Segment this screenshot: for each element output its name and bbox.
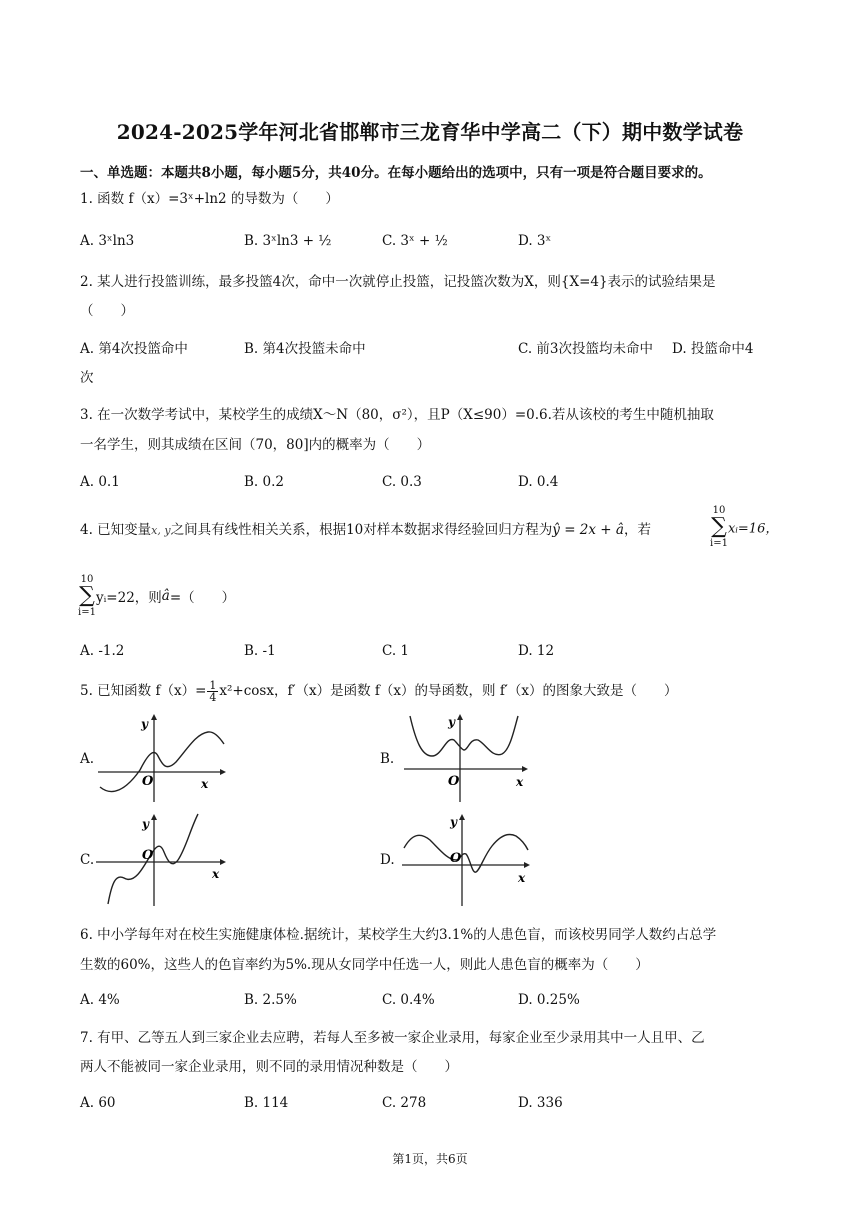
q4-sum-x-text: xᵢ=16， — [727, 521, 779, 537]
q5-graph-a-xlabel: x — [201, 777, 209, 791]
q4-sum-x — [710, 505, 778, 549]
question-3-stem-line2: 一名学生，则其成绩在区间（70，80]内的概率为（ ） — [80, 437, 431, 453]
question-2-stem-line2: （ ） — [80, 303, 134, 319]
q6-option-d: D. 0.25% — [518, 992, 580, 1008]
question-1-stem: 1. 函数 f（x）=3ˣ+ln2 的导数为（ ） — [80, 191, 339, 207]
q5-graph-c-ylabel: y — [142, 817, 149, 831]
q4-sum-sigma-x: 10 ∑ i=1 — [710, 505, 728, 549]
page-footer: 第1页，共6页 — [392, 1152, 468, 1166]
q5-graph-d-xlabel: x — [518, 871, 526, 885]
q5-graph-a — [96, 712, 226, 804]
q5-graph-d-origin: O — [450, 851, 462, 866]
q2-option-a: A. 第4次投篮命中 — [80, 341, 188, 357]
q4-sum-sigma-y: 10 ∑ i=1 — [78, 574, 96, 618]
q3-option-b: B. 0.2 — [244, 474, 284, 490]
q7-option-d: D. 336 — [518, 1095, 563, 1111]
q6-option-a: A. 4% — [80, 992, 120, 1008]
q5-graph-c — [94, 812, 226, 908]
q5-graph-b — [398, 712, 530, 804]
q5-graph-b-origin: O — [448, 774, 460, 789]
question-2-stem-line1: 2. 某人进行投篮训练，最多投篮4次，命中一次就停止投篮，记投篮次数为X，则{X=4}表示的试验结果是 — [80, 274, 716, 290]
q4-sum-lower-x: i=1 — [710, 538, 728, 549]
q4-text-3: ，若 — [623, 522, 651, 538]
q4-ahat: â — [161, 588, 170, 604]
q2-option-b: B. 第4次投篮未命中 — [244, 341, 366, 357]
q5-option-d: D. — [380, 852, 395, 868]
q5-graph-a-origin: O — [142, 774, 154, 789]
question-5-stem — [80, 680, 678, 703]
question-7-stem-line1: 7. 有甲、乙等五人到三家企业去应聘，若每人至多被一家企业录用，每家企业至少录用其中一人且甲、乙 — [80, 1030, 705, 1046]
question-6-stem-line2: 生数的60%，这些人的色盲率约为5%.现从女同学中任选一人，则此人患色盲的概率为（ ） — [80, 957, 649, 973]
q4-stem-end: =（ ） — [169, 590, 236, 606]
q1-option-c: C. 3ˣ + ½ — [382, 233, 448, 249]
q4-sum-lower-y: i=1 — [78, 607, 96, 618]
q5-option-c: C. — [80, 852, 95, 868]
q4-vars: x, y — [151, 524, 171, 537]
q4-option-c: C. 1 — [382, 643, 410, 659]
q4-option-b: B. -1 — [244, 643, 276, 659]
section-heading: 一、单选题：本题共8小题，每小题5分，共40分。在每小题给出的选项中，只有一项是符合题目要求的。 — [80, 165, 712, 181]
q5-option-b: B. — [380, 751, 395, 767]
question-7-stem-line2: 两人不能被同一家企业录用，则不同的录用情况种数是（ ） — [80, 1059, 458, 1075]
question-3-stem-line1: 3. 在一次数学考试中，某校学生的成绩X～N（80，σ²），且P（X≤90）=0.6.若从该校的考生中随机抽取 — [80, 407, 714, 423]
q4-option-a: A. -1.2 — [80, 643, 125, 659]
q3-option-d: D. 0.4 — [518, 474, 559, 490]
q2-option-d-wrap: 次 — [80, 370, 94, 386]
q4-text-1: 4. 已知变量 — [80, 522, 152, 538]
q5-text-2: x²+cosx，f′（x）是函数 f（x）的导函数，则 f′（x）的图象大致是（ ） — [219, 683, 678, 699]
q5-graph-d — [400, 812, 532, 908]
q5-text-1: 5. 已知函数 f（x）= — [80, 683, 207, 699]
q3-option-a: A. 0.1 — [80, 474, 120, 490]
question-6-stem-line1: 6. 中小学每年对在校生实施健康体检.据统计，某校学生大约3.1%的人患色盲，而该校男同学人数约占总学 — [80, 927, 717, 943]
q5-graph-c-xlabel: x — [212, 867, 220, 881]
q1-option-a: A. 3ˣln3 — [80, 233, 135, 249]
q5-graph-c-origin: O — [142, 848, 154, 863]
q4-regression-eq: ŷ = 2x + â — [552, 522, 624, 538]
q7-option-a: A. 60 — [80, 1095, 116, 1111]
q4-text-2: 之间具有线性相关关系，根据10对样本数据求得经验回归方程为 — [170, 522, 553, 538]
q2-option-d: D. 投篮命中4 — [672, 341, 754, 357]
q5-option-a: A. — [80, 751, 95, 767]
exam-title: 2024-2025学年河北省邯郸市三龙育华中学高二（下）期中数学试卷 — [116, 120, 744, 144]
q3-option-c: C. 0.3 — [382, 474, 422, 490]
q6-option-c: C. 0.4% — [382, 992, 435, 1008]
q4-sum-upper-y: 10 — [80, 574, 94, 585]
q5-graph-d-ylabel: y — [450, 815, 457, 829]
q4-sum-y — [78, 574, 235, 618]
q2-option-c: C. 前3次投篮均未命中 — [518, 341, 654, 357]
question-4-stem-line1 — [80, 520, 651, 541]
q7-option-b: B. 114 — [244, 1095, 289, 1111]
q4-sum-upper-x: 10 — [712, 505, 726, 516]
q5-fraction: $\frac{1}{4}$ — [209, 679, 217, 704]
q4-sum-y-text: yᵢ=22，则 — [95, 590, 162, 606]
q6-option-b: B. 2.5% — [244, 992, 297, 1008]
q5-graph-b-ylabel: y — [448, 715, 455, 729]
q7-option-c: C. 278 — [382, 1095, 427, 1111]
q5-graph-b-xlabel: x — [516, 775, 524, 789]
q1-option-d: D. 3ˣ — [518, 233, 552, 249]
q1-option-b: B. 3ˣln3 + ½ — [244, 233, 332, 249]
q4-option-d: D. 12 — [518, 643, 555, 659]
q5-graph-a-ylabel: y — [141, 717, 148, 731]
